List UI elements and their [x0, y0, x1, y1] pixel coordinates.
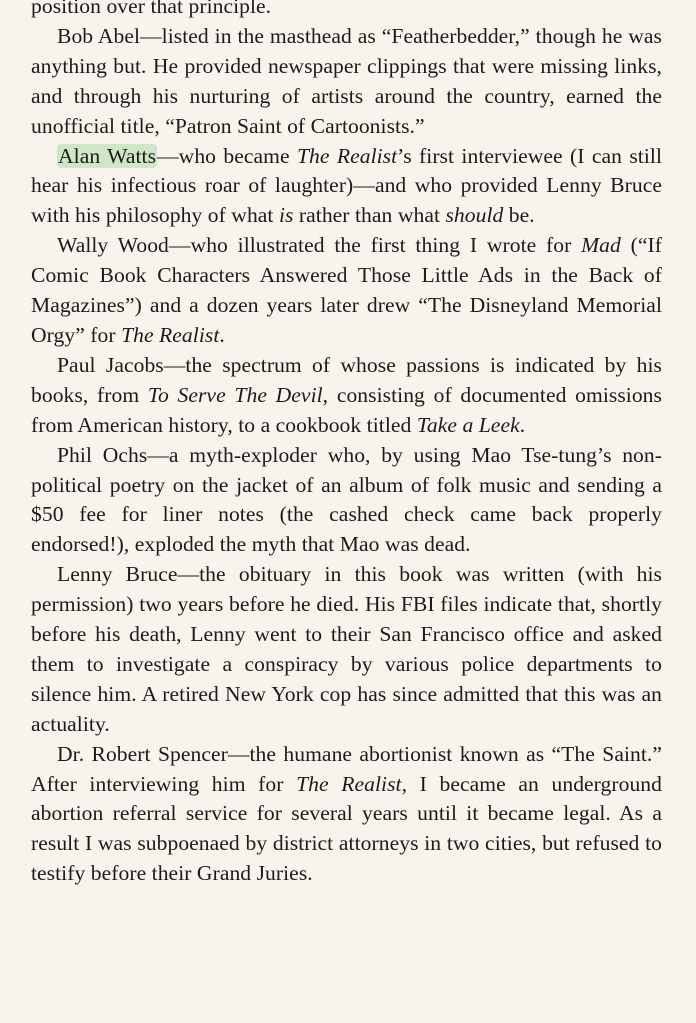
- paragraph-lenny-bruce: [31, 560, 662, 739]
- paragraph-wally-wood: [31, 231, 662, 351]
- text-run: ’s first interviewee (I can still hear his infectious roar of laughter)—and who provided Lenny Bruce with his philosophy of what: [31, 143, 662, 228]
- paragraph-continuation: [31, 0, 662, 22]
- text-run: Phil Ochs—a myth-exploder who, by using Mao Tse-tung’s non-political poetry on the jacket of an album of folk music and sending a $50 fee for liner notes (the cashed check came back properly endorsed!), exploded the myth that Mao was dead.: [31, 442, 662, 557]
- paragraph-robert-spencer: [31, 740, 662, 890]
- text-run: Bob Abel—listed in the masthead as “Featherbedder,” though he was anything but. He provided newspaper clippings that were missing links, and through his nurturing of artists around the country, earned the unofficial title, “Patron Saint of Cartoonists.”: [31, 23, 662, 138]
- text-run: , I became an underground abortion referral service for several years until it became legal. As a result I was subpoenaed by district attorneys in two cities, but refused to testify before their Grand Juries.: [31, 771, 662, 886]
- paragraph-paul-jacobs: [31, 351, 662, 441]
- highlighted-name: Alan Watts: [58, 143, 157, 168]
- text-run: Dr. Robert Spencer—the humane abortionist known as “The Saint.” After interviewing him for: [31, 741, 662, 796]
- text-run: (“If Comic Book Characters Answered Those Little Ads in the Back of Magazines”) and a dozen years later drew “The Disneyland Memorial Orgy” for: [31, 233, 663, 347]
- text-run: .: [519, 412, 526, 437]
- italic-title: The Realist: [121, 322, 220, 347]
- italic-title: should: [445, 203, 504, 228]
- text-run: position over that principle.: [31, 0, 272, 18]
- italic-title: Mad: [581, 233, 621, 258]
- text-run: Lenny Bruce—the obituary in this book was written (with his permission) two years before he died. His FBI files indicate that, shortly before his death, Lenny went to their San Francisco office and asked them to investigate a conspiracy by various police departments to silence him. A retired New York cop has since admitted that this was an actuality.: [31, 562, 662, 736]
- paragraph-alan-watts: [31, 142, 662, 232]
- italic-title: The Realist: [296, 143, 398, 168]
- text-run: be.: [503, 203, 535, 228]
- text-run: Paul Jacobs—the spectrum of whose passions is indicated by his books, from: [31, 352, 662, 407]
- text-run: Wally Wood—who illustrated the first thing I wrote for: [57, 233, 582, 258]
- italic-title: is: [278, 203, 294, 228]
- italic-title: Take a Leek: [416, 412, 520, 437]
- body-text: [31, 0, 662, 889]
- paragraph-bob-abel: [31, 22, 662, 142]
- text-run: rather than what: [293, 203, 446, 228]
- text-run: .: [219, 322, 225, 347]
- text-run: —who became: [157, 143, 297, 168]
- italic-title: The Realist: [296, 771, 402, 796]
- italic-title: To Serve The Devil: [147, 382, 323, 407]
- text-run: , consisting of documented omissions from American history, to a cookbook titled: [31, 382, 662, 437]
- paragraph-phil-ochs: [31, 441, 662, 561]
